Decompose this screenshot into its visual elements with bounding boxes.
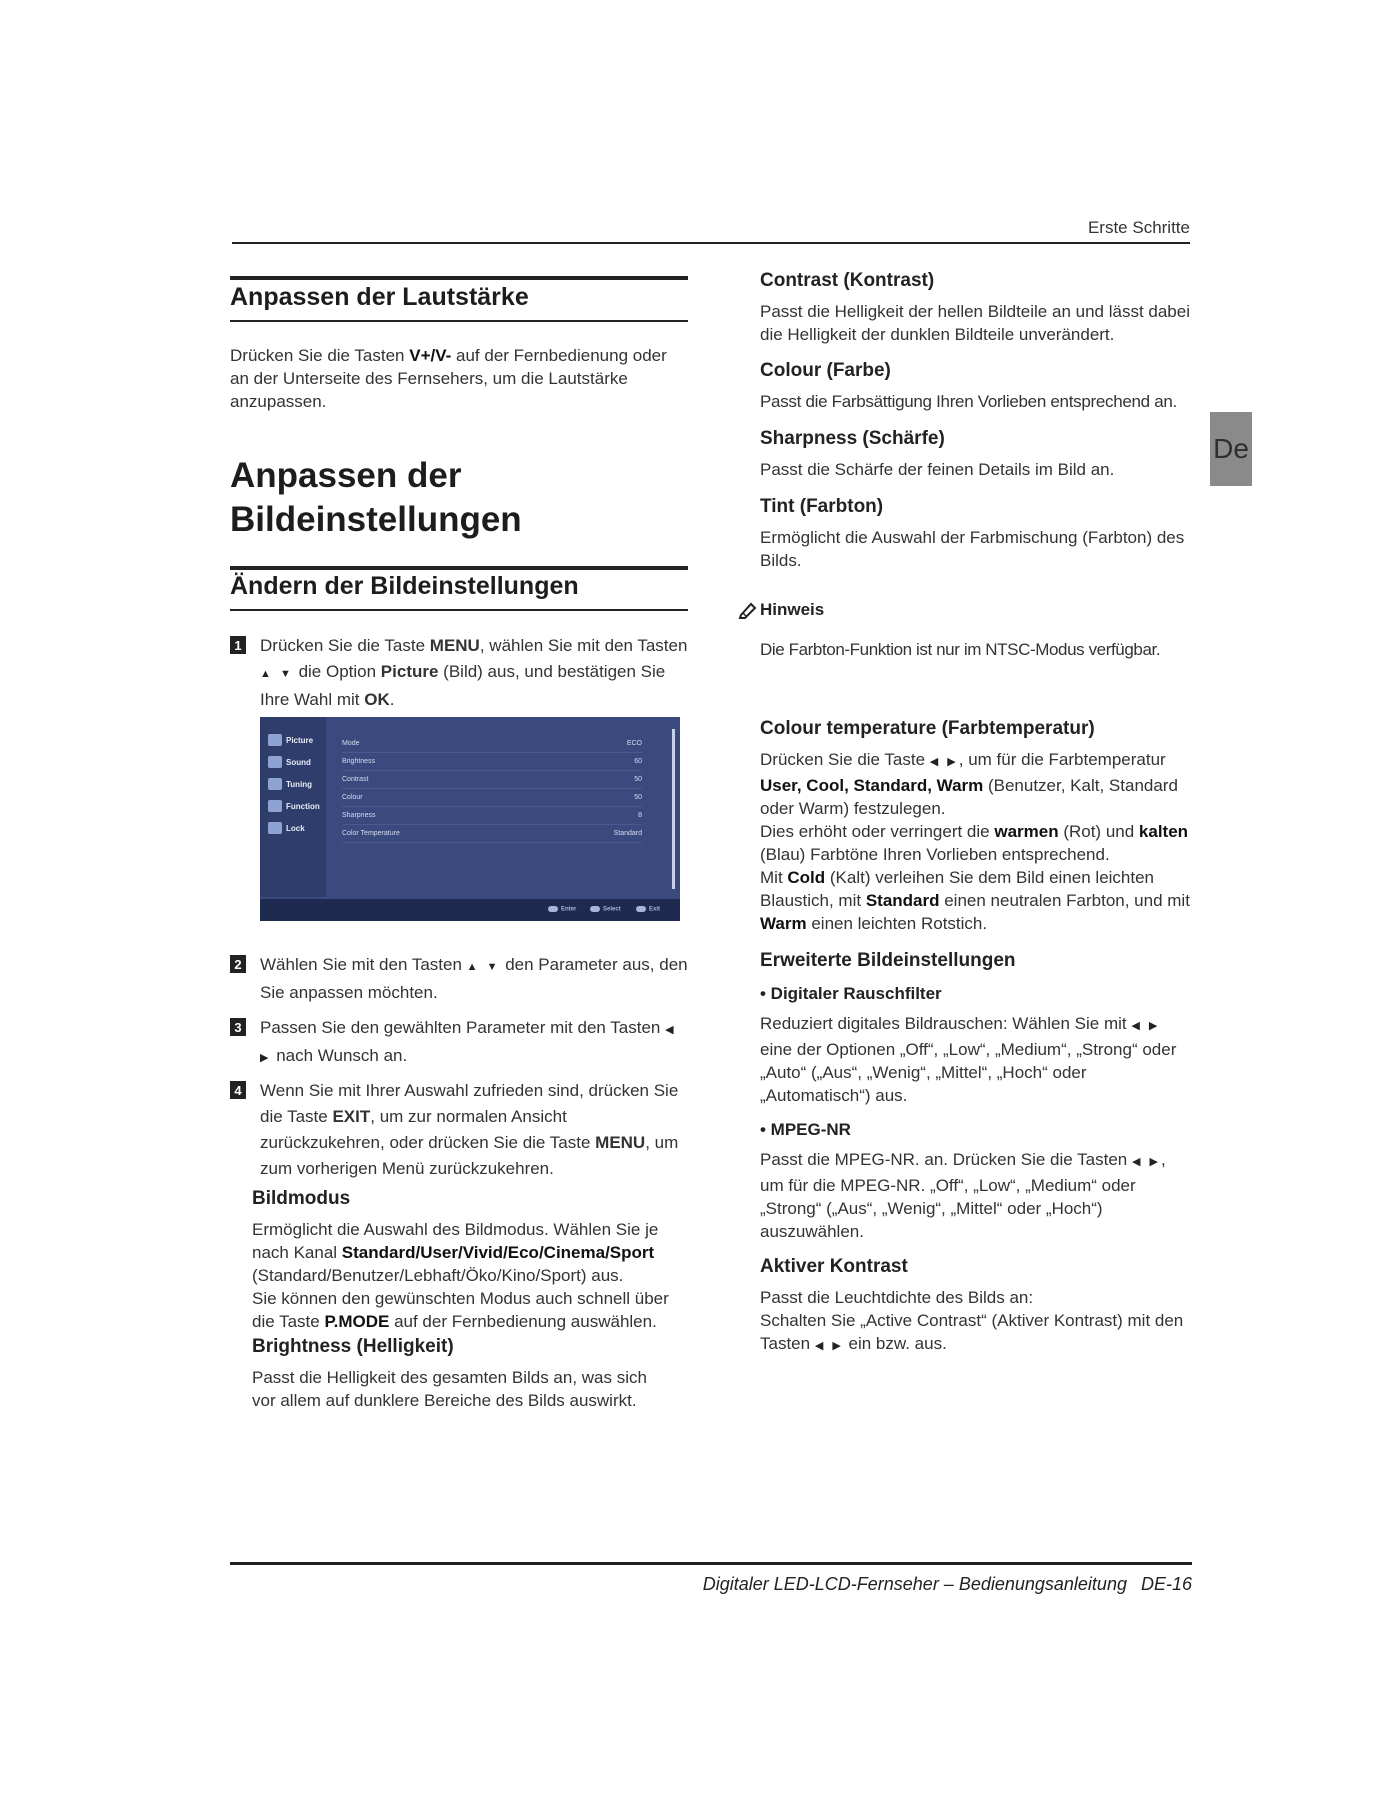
colour-temp-text: Drücken Sie die Taste ◀ ▶, um für die Farbtemperatur User, Cool, Standard, Warm (Benutzer, Kalt, Standard oder Warm) festzulegen. Dies erhöht oder verringert die warmen (Rot) und kalten (Blau) Farbtöne Ihren Vorlieben entsprechend. Mit Cold (Kalt) verleihen Sie dem Bild einen leichten Blaustich, mit Standard einen neutralen Farbton, und mit Warm einen leichten Rotstich. bbox=[760, 750, 1190, 933]
step-2 bbox=[230, 952, 690, 1006]
menu-scrollbar bbox=[672, 729, 675, 889]
picture-mode-title: Bildmodus bbox=[252, 1188, 351, 1209]
rule bbox=[230, 609, 688, 611]
sharpness-title: Sharpness (Schärfe) bbox=[760, 428, 945, 449]
colour-title: Colour (Farbe) bbox=[760, 360, 891, 381]
menu-hint-bar: Enter Select Exit bbox=[260, 899, 680, 921]
contrast-title: Contrast (Kontrast) bbox=[760, 270, 935, 291]
sharpness-text: Passt die Schärfe der feinen Details im Bild an. bbox=[760, 460, 1115, 479]
picture-mode-text: Ermöglicht die Auswahl des Bildmodus. Wählen Sie je nach Kanal Standard/User/Vivid/Eco/Cinema/Sport (Standard/Benutzer/Lebhaft/Öko/Kino/Sport) aus. Sie können den gewünschten Modus auch schnell über die Taste P.MODE auf der Fernbedienung auswählen. bbox=[252, 1220, 669, 1331]
tint-title: Tint (Farbton) bbox=[760, 496, 884, 517]
menu-row: Sharpness 8 bbox=[342, 807, 642, 825]
left-right-arrows-icon: ◀ ▶ bbox=[260, 1024, 677, 1064]
brightness-text: Passt die Helligkeit des gesamten Bilds an, was sich vor allem auf dunklere Bereiche des Bilds auswirkt. bbox=[252, 1368, 647, 1410]
step-text: Drücken Sie die Taste MENU, wählen Sie mit den Tasten ▲ ▼ die Option Picture (Bild) aus, und bestätigen Sie Ihre Wahl mit OK. bbox=[260, 636, 688, 709]
menu-row: Brightness 60 bbox=[342, 753, 642, 771]
note-text: Die Farbton-Funktion ist nur im NTSC-Modus verfügbar. bbox=[760, 640, 1161, 659]
rule bbox=[230, 566, 688, 570]
menu-item: Sound bbox=[268, 751, 320, 773]
section-label: Erste Schritte bbox=[1087, 218, 1190, 237]
lock-icon bbox=[268, 822, 282, 834]
mpeg-nr-title: • MPEG-NR bbox=[760, 1120, 851, 1139]
change-settings-title: Ändern der Bildeinstellungen bbox=[230, 572, 579, 600]
picture-menu-screenshot bbox=[260, 717, 680, 921]
tuning-icon bbox=[268, 778, 282, 790]
footer-title: Digitaler LED-LCD-Fernseher – Bedienungsanleitung bbox=[702, 1574, 1127, 1594]
step-number: 3 bbox=[230, 1018, 246, 1036]
star-icon bbox=[268, 800, 282, 812]
step-text: Wählen Sie mit den Tasten ▲ ▼ den Parameter aus, den Sie anpassen möchten. bbox=[260, 955, 688, 1002]
active-contrast-title: Aktiver Kontrast bbox=[760, 1256, 908, 1277]
menu-row: Contrast 50 bbox=[342, 771, 642, 789]
note-heading bbox=[738, 600, 824, 620]
mpeg-nr-text: Passt die MPEG-NR. an. Drücken Sie die Tasten ◀ ▶, um für die MPEG-NR. „Off“, „Low“, „Medium“ oder „Strong“ („Aus“, „Wenig“, „Mittel“ oder „Hoch“) auszuwählen. bbox=[760, 1150, 1166, 1241]
footer bbox=[600, 1574, 1192, 1595]
tint-text: Ermöglicht die Auswahl der Farbmischung (Farbton) des Bilds. bbox=[760, 528, 1185, 570]
noise-filter-title: • Digitaler Rauschfilter bbox=[760, 984, 942, 1003]
brightness-title: Brightness (Helligkeit) bbox=[252, 1336, 454, 1357]
note-title: Hinweis bbox=[760, 600, 825, 619]
rule bbox=[230, 276, 688, 280]
picture-settings-title: Anpassen der Bildeinstellungen bbox=[230, 456, 522, 539]
footer-rule bbox=[230, 1562, 1192, 1565]
page-number: DE-16 bbox=[1140, 1574, 1192, 1594]
colour-text: Passt die Farbsättigung Ihren Vorlieben entsprechend an. bbox=[760, 392, 1177, 411]
left-right-arrows-icon: ◀ ▶ bbox=[929, 756, 959, 768]
menu-list bbox=[268, 729, 320, 839]
menu-item: Function bbox=[268, 795, 320, 817]
step-text: Passen Sie den gewählten Parameter mit den Tasten ◀ ▶ nach Wunsch an. bbox=[260, 1018, 677, 1065]
menu-item: Lock bbox=[268, 817, 320, 839]
language-tab: De bbox=[1210, 412, 1252, 486]
advanced-title: Erweiterte Bildeinstellungen bbox=[760, 950, 1016, 971]
noise-filter-text: Reduziert digitales Bildrauschen: Wählen Sie mit ◀ ▶ eine der Optionen „Off“, „Low“, „Medium“, „Strong“ oder „Auto“ („Aus“, „Wenig“, „Mittel“, „Hoch“ oder „Automatisch“) aus. bbox=[760, 1014, 1177, 1105]
step-3 bbox=[230, 1015, 690, 1071]
menu-row: Mode ECO bbox=[342, 735, 642, 753]
left-right-arrows-icon: ◀ ▶ bbox=[814, 1340, 844, 1352]
active-contrast-text: Passt die Leuchtdichte des Bilds an: Schalten Sie „Active Contrast“ (Aktiver Kontrast) mit den Tasten ◀ ▶ ein bzw. aus. bbox=[760, 1288, 1184, 1353]
menu-rows bbox=[342, 735, 642, 843]
up-down-arrows-icon: ▲ ▼ bbox=[466, 961, 501, 973]
header-rule bbox=[232, 242, 1190, 244]
step-text: Wenn Sie mit Ihrer Auswahl zufrieden sind, drücken Sie die Taste EXIT, um zur normalen Ansicht zurückzukehren, oder drücken Sie die Taste MENU, um zum vorherigen Menü zurückzukehren. bbox=[260, 1081, 679, 1178]
rule bbox=[230, 320, 688, 322]
menu-item: Picture bbox=[268, 729, 320, 751]
sound-icon bbox=[268, 756, 282, 768]
menu-row: Colour 50 bbox=[342, 789, 642, 807]
volume-title: Anpassen der Lautstärke bbox=[230, 283, 529, 311]
colour-temp-title: Colour temperature (Farbtemperatur) bbox=[760, 718, 1095, 739]
pencil-note-icon bbox=[738, 601, 758, 619]
contrast-text: Passt die Helligkeit der hellen Bildteile an und lässt dabei die Helligkeit der dunklen Bildteile unverändert. bbox=[760, 302, 1190, 344]
step-1 bbox=[230, 633, 690, 713]
step-4 bbox=[230, 1078, 690, 1182]
left-right-arrows-icon: ◀ ▶ bbox=[1131, 1156, 1161, 1168]
up-down-arrows-icon: ▲ ▼ bbox=[260, 668, 294, 680]
left-right-arrows-icon: ◀ ▶ bbox=[1131, 1020, 1161, 1032]
step-number: 4 bbox=[230, 1081, 246, 1099]
step-number: 2 bbox=[230, 955, 246, 973]
volume-text: Drücken Sie die Tasten V+/V- auf der Fernbedienung oder an der Unterseite des Fernsehers, um die Lautstärke anzupassen. bbox=[230, 346, 667, 411]
menu-item: Tuning bbox=[268, 773, 320, 795]
picture-icon bbox=[268, 734, 282, 746]
menu-row: Color Temperature Standard bbox=[342, 825, 642, 843]
step-number: 1 bbox=[230, 636, 246, 654]
